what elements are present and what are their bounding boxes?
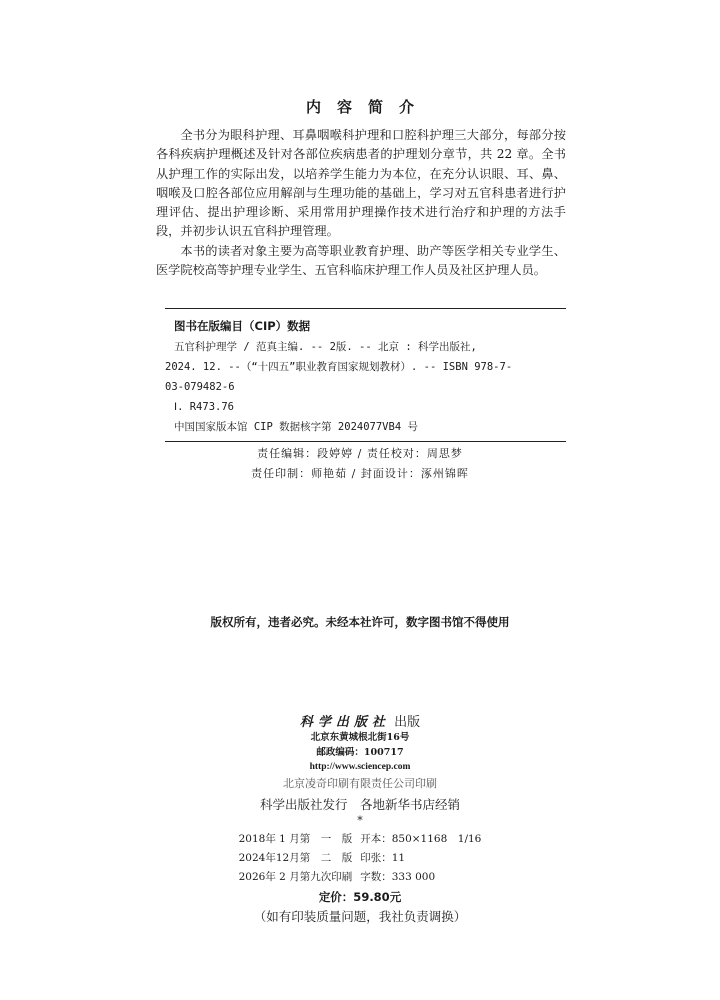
cip-heading: 图书在版编目（CIP）数据 bbox=[174, 319, 311, 333]
cip-line: 五官科护理学 / 范真主编. -- 2版. -- 北京 : 科学出版社, bbox=[174, 341, 477, 353]
edition-left: 2024年12月第 二 版 bbox=[238, 852, 353, 864]
separator-star: * bbox=[357, 814, 363, 827]
staff-line: 责任编辑：段婷婷 / 责任校对：周思梦 bbox=[257, 447, 463, 460]
publisher-address: 北京东黄城根北街16号 bbox=[310, 732, 410, 743]
summary-title: 内容简介 bbox=[305, 98, 430, 116]
publisher-suffix: 出版 bbox=[394, 715, 421, 730]
quality-notice: （如有印装质量问题，我社负责调换） bbox=[253, 909, 467, 924]
staff-credits bbox=[0, 444, 720, 484]
distribution-line: 科学出版社发行 各地新华书店经销 bbox=[259, 797, 460, 812]
edition-right: 开本：850×1168 1/16 bbox=[360, 833, 482, 845]
edition-left: 2026年 2 月第九次印刷 bbox=[238, 871, 353, 883]
cip-line: Ⅰ. R473.76 bbox=[174, 401, 234, 413]
summary-paragraph: 全书分为眼科护理、耳鼻咽喉科护理和口腔科护理三大部分，每部分按各科疾病护理概述及针对各部位疾病患者的护理划分章节，共 22 章。全书从护理工作的实际出发，以培养学生能力为本位，在充分认识眼、耳、鼻、咽喉及口腔各部位应用解剖与生理功能的基础上，学习对五官科患者进行护理评估、提出护理诊断、采用常用护理操作技术进行治疗和护理的方法手段，并初步认识五官科护理管理。 bbox=[156, 128, 566, 239]
printer-name: 北京凌奇印刷有限责任公司印刷 bbox=[283, 777, 437, 790]
cip-line: 03-079482-6 bbox=[165, 381, 235, 393]
edition-row bbox=[235, 849, 486, 868]
edition-right: 字数：333 000 bbox=[360, 871, 436, 883]
edition-right: 印张：11 bbox=[360, 852, 406, 864]
edition-left: 2018年 1 月第 一 版 bbox=[238, 833, 353, 845]
edition-row bbox=[235, 830, 486, 849]
publisher-info bbox=[0, 711, 720, 927]
publisher-url: http://www.sciencep.com bbox=[309, 762, 411, 772]
publisher-postcode: 邮政编码：100717 bbox=[316, 747, 404, 758]
edition-table bbox=[235, 830, 486, 887]
cip-line: 2024. 12. --（“十四五”职业教育国家规划教材）. -- ISBN 978-7- bbox=[165, 361, 513, 373]
summary-body bbox=[156, 126, 566, 280]
publisher-logo-text: 科学出版社 bbox=[299, 715, 390, 730]
cip-block bbox=[165, 308, 566, 442]
staff-line: 责任印制：师艳茹 / 封面设计：涿州锦晖 bbox=[251, 467, 469, 480]
summary-paragraph: 本书的读者对象主要为高等职业教育护理、助产等医学相关专业学生、医学院校高等护理专业学生、五官科临床护理工作人员及社区护理人员。 bbox=[156, 243, 566, 278]
copyright-notice: 版权所有，违者必究。未经本社许可，数字图书馆不得使用 bbox=[210, 615, 510, 629]
price: 定价：59.80元 bbox=[318, 890, 402, 904]
publisher-name bbox=[0, 711, 720, 730]
edition-row bbox=[235, 868, 486, 887]
cip-line: 中国国家版本馆 CIP 数据核字第 2024077VB4 号 bbox=[174, 421, 418, 433]
